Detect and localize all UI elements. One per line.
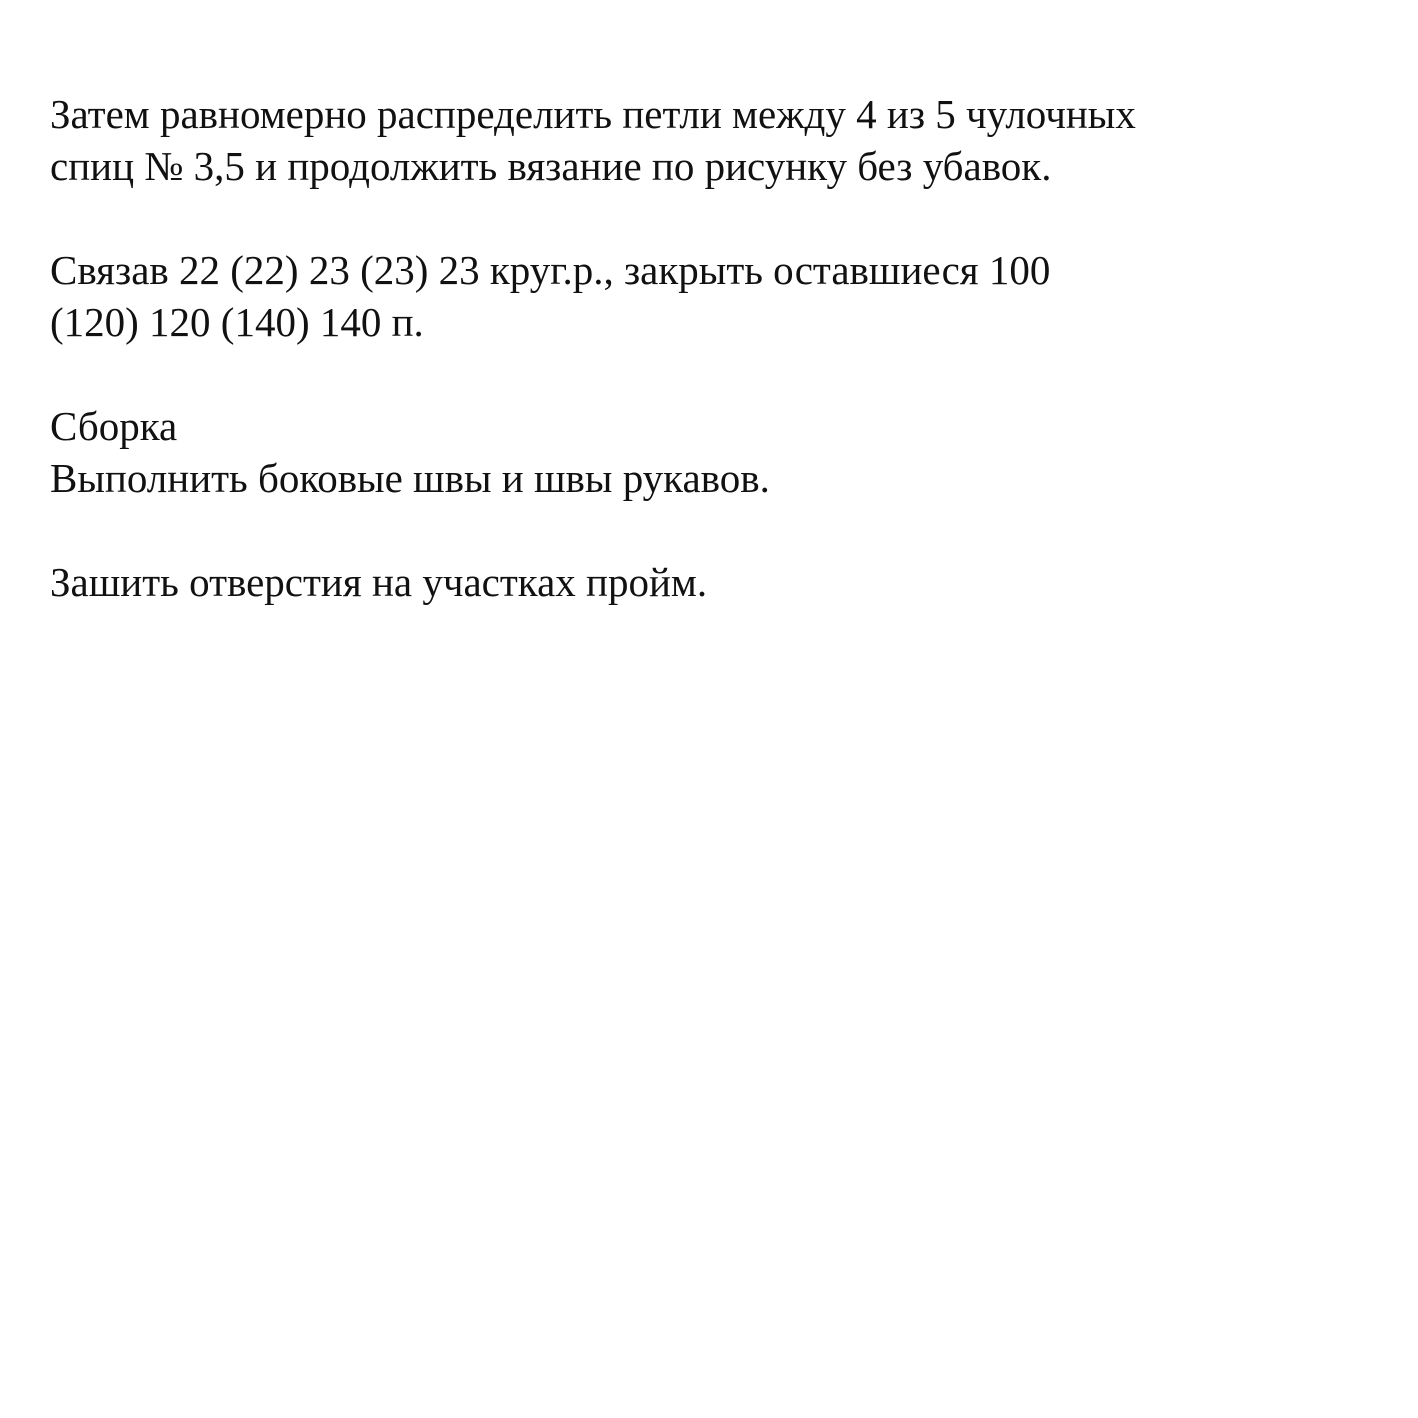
paragraph-armholes [50, 556, 1388, 608]
text-line: Затем равномерно распределить петли между 4 из 5 чулочных [50, 91, 1136, 137]
paragraph-assembly [50, 400, 1388, 504]
text-line: спиц № 3,5 и продолжить вязание по рисунку без убавок. [50, 143, 1052, 189]
text-line: Связав 22 (22) 23 (23) 23 круг.р., закрыть оставшиеся 100 [50, 247, 1051, 293]
text-line: (120) 120 (140) 140 п. [50, 299, 424, 345]
paragraph-bind-off [50, 244, 1388, 348]
text-line: Зашить отверстия на участках пройм. [50, 559, 708, 605]
text-line: Выполнить боковые швы и швы рукавов. [50, 455, 770, 501]
section-heading: Сборка [50, 403, 178, 449]
paragraph-distribute-stitches [50, 88, 1388, 192]
